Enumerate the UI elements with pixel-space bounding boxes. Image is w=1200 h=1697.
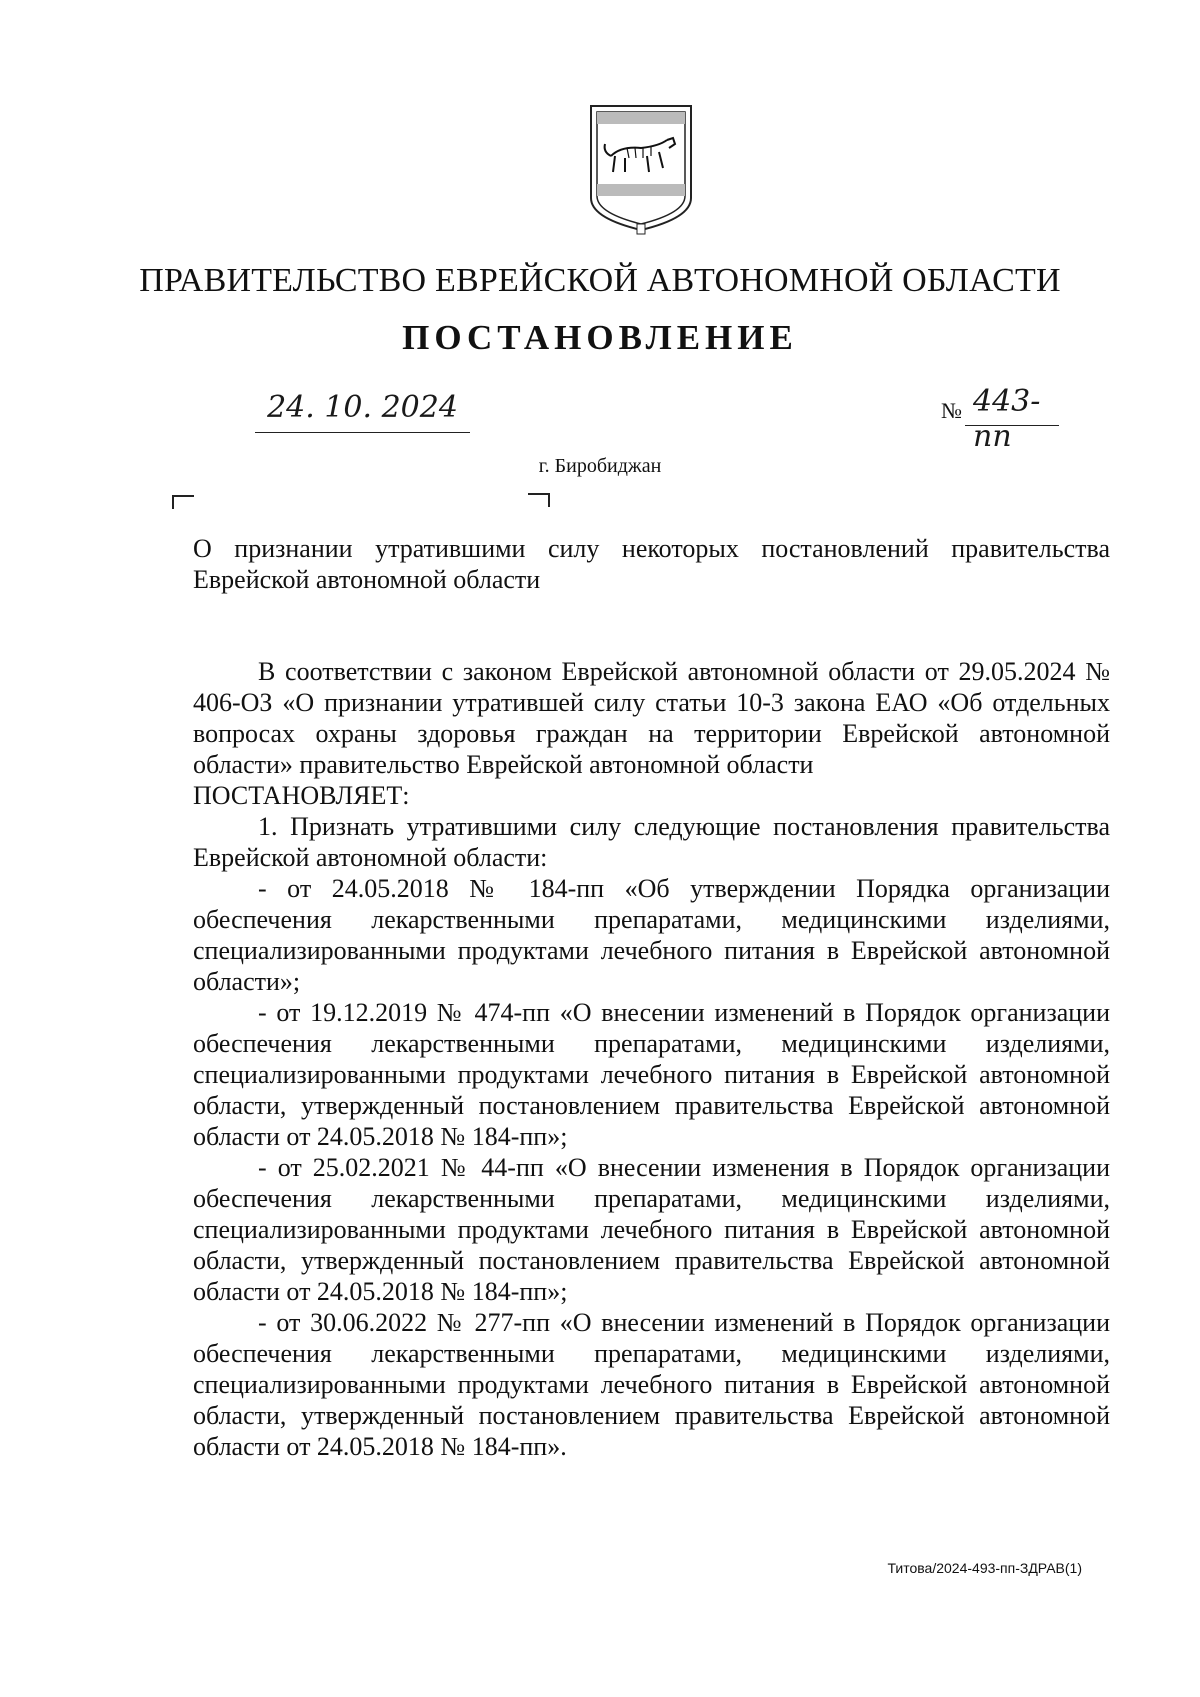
list-item: - от 25.02.2021 № 44-пп «О внесении изменения в Порядок организации обеспечения лекарственными препаратами, медицинскими изделиями, специализированными продуктами лечебного питания в Еврейской автономной области, утвержденный постановлением правительства Еврейской автономной области от 24.05.2018 № 184-пп»;: [193, 1153, 1110, 1306]
document-number-label: №: [941, 398, 962, 423]
decrees-word: ПОСТАНОВЛЯЕТ:: [193, 781, 410, 810]
document-type-title: ПОСТАНОВЛЕНИЕ: [402, 318, 798, 357]
list-item: - от 24.05.2018 № 184-пп «Об утверждении Порядка организации обеспечения лекарственными препаратами, медицинскими изделиями, специализированными продуктами лечебного питания в Еврейской автономной области»;: [193, 874, 1110, 996]
document-subject: О признании утратившими силу некоторых постановлений правительства Еврейской автономной области: [193, 534, 1110, 594]
document-footer-code: Титова/2024-493-пп-ЗДРАВ(1): [887, 1560, 1082, 1576]
right-corner-mark: [528, 493, 550, 507]
preamble-paragraph: В соответствии с законом Еврейской автономной области от 29.05.2024 № 406-ОЗ «О признании утратившей силу статьи 10-3 закона ЕАО «Об отдельных вопросах охраны здоровья граждан на территории Еврейской автономной области» правительство Еврейской автономной области: [193, 657, 1110, 779]
city-name: г. Биробиджан: [538, 455, 662, 477]
list-item: - от 19.12.2019 № 474-пп «О внесении изменений в Порядок организации обеспечения лекарственными препаратами, медицинскими изделиями, специализированными продуктами лечебного питания в Еврейской автономной области, утвержденный постановлением правительства Еврейской автономной области от 24.05.2018 № 184-пп»;: [193, 998, 1110, 1151]
item-1-paragraph: 1. Признать утратившими силу следующие постановления правительства Еврейской автономной области:: [193, 812, 1110, 872]
list-item: - от 30.06.2022 № 277-пп «О внесении изменений в Порядок организации обеспечения лекарственными препаратами, медицинскими изделиями, специализированными продуктами лечебного питания в Еврейской автономной области, утвержденный постановлением правительства Еврейской автономной области от 24.05.2018 № 184-пп».: [193, 1308, 1110, 1461]
document-date-handwritten: 24. 10. 2024: [267, 390, 458, 425]
document-body: [193, 656, 1110, 1462]
document-date-field: [255, 390, 470, 433]
coat-of-arms-icon: [581, 100, 701, 236]
document-number-field: [965, 384, 1059, 454]
left-corner-mark: [172, 495, 194, 509]
government-name: ПРАВИТЕЛЬСТВО ЕВРЕЙСКОЙ АВТОНОМНОЙ ОБЛАСТИ: [139, 262, 1061, 299]
document-number-handwritten: 443-пп: [973, 384, 1041, 454]
